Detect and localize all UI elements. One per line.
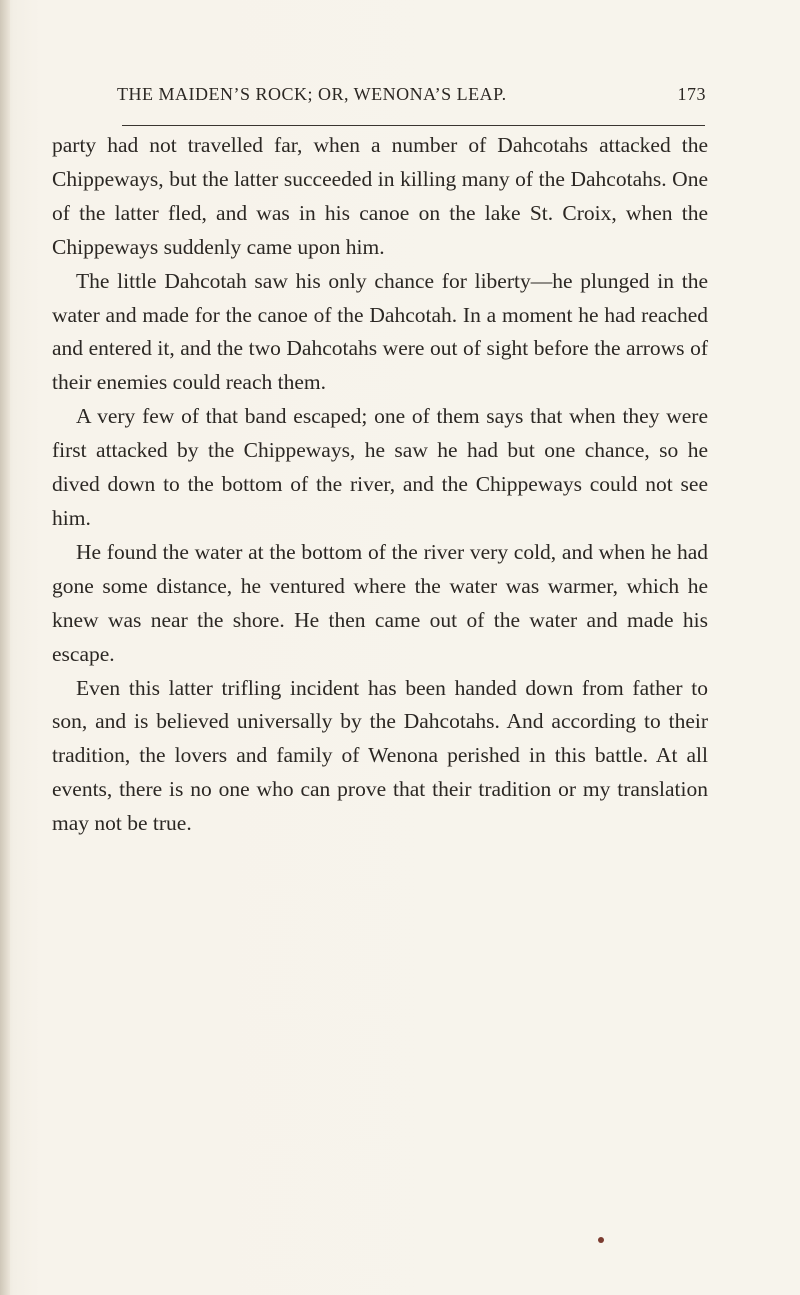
paragraph-4: He found the water at the bottom of the river very cold, and when he had gone some distance, he ventured where the water was warmer, which he knew was near the shore. He then came out of the water and made his escape. xyxy=(52,539,708,666)
paragraph-5: Even this latter trifling incident has been handed down from father to son, and is believed universally by the Dahcotahs. And according to their tradition, the lovers and family of Wenona perished in this battle. At all events, there is no one who can prove that their tradition or my translation may not be true. xyxy=(52,675,708,836)
ink-spot xyxy=(598,1237,604,1243)
running-head xyxy=(52,84,706,114)
paragraph-3: A very few of that band escaped; one of them says that when they were first attacked by the Chippeways, he saw he had but one chance, so he dived down to the bottom of the river, and the Chippeways could not see him. xyxy=(52,404,708,530)
body-text xyxy=(52,129,708,841)
paragraph-1: party had not travelled far, when a number of Dahcotahs attacked the Chippeways, but the latter succeeded in killing many of the Dahcotahs. One of the latter fled, and was in his canoe on the lake St. Croix, when the Chippeways suddenly came upon him. xyxy=(52,133,708,259)
page-number: 173 xyxy=(677,84,706,104)
page-gutter-shadow xyxy=(0,0,10,1295)
running-title: THE MAIDEN’S ROCK; OR, WENONA’S LEAP. xyxy=(117,84,507,104)
paragraph-2: The little Dahcotah saw his only chance for liberty—he plunged in the water and made for the canoe of the Dahcotah. In a moment he had reached and entered it, and the two Dahcotahs were out of sight before the arrows of their enemies could reach them. xyxy=(52,268,708,395)
header-rule xyxy=(122,125,705,126)
